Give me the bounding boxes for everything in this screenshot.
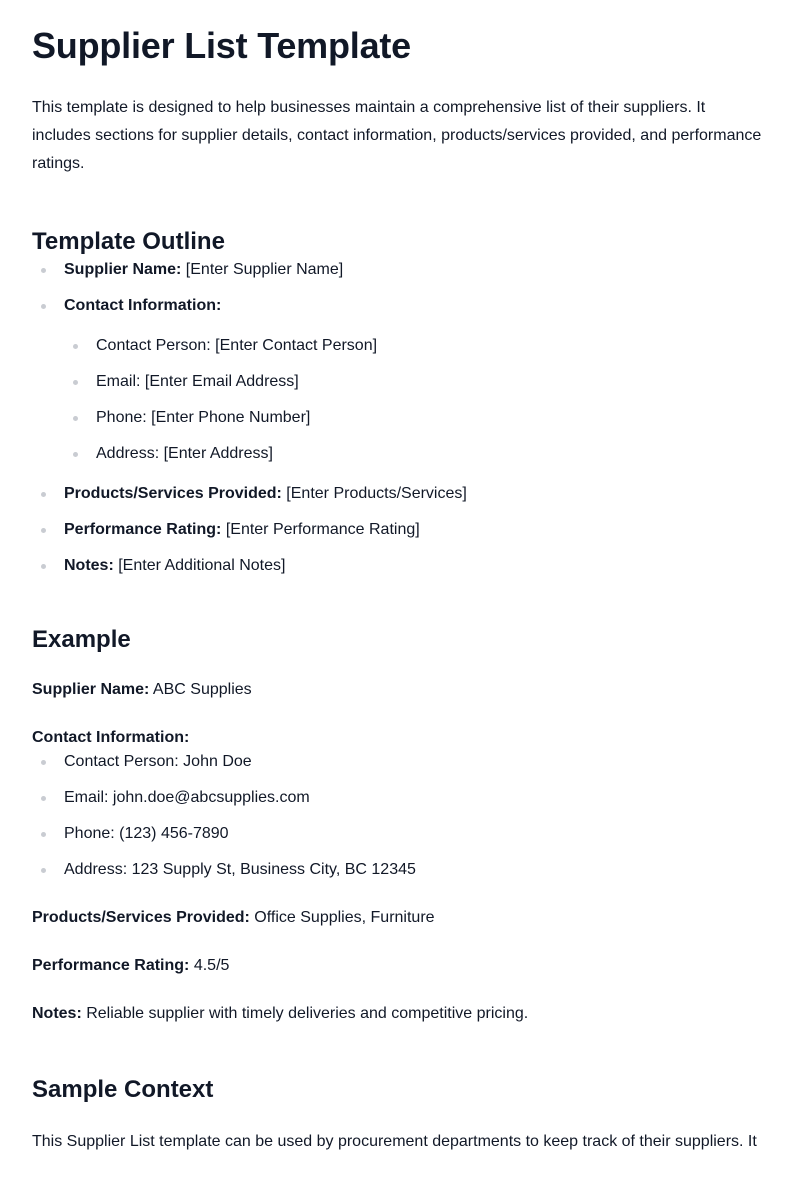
outline-contact-email: Email: [Enter Email Address] (64, 370, 768, 394)
sample-context-heading: Sample Context (32, 1076, 214, 1103)
example-contact-person: Contact Person: John Doe (32, 750, 768, 774)
outline-list (32, 258, 768, 578)
example-contact-info-label: Contact Information: (32, 729, 190, 746)
outline-item-notes (32, 554, 768, 578)
example-notes (32, 1002, 768, 1026)
sample-context-paragraph: This Supplier List template can be used by procurement departments to keep track of their suppliers. It (32, 1133, 757, 1150)
example-supplier-name-label: Supplier Name: (32, 681, 150, 698)
template-outline-heading: Template Outline (32, 228, 225, 255)
intro-paragraph: This template is designed to help businesses maintain a comprehensive list of their suppliers. It includes sections for supplier details, contact information, products/services provided, and performance ratings. (32, 99, 762, 172)
example-contact-email: Email: john.doe@abcsupplies.com (32, 786, 768, 810)
outline-rating-value: [Enter Performance Rating] (221, 521, 420, 538)
example-heading: Example (32, 626, 131, 653)
outline-notes-value: [Enter Additional Notes] (113, 557, 286, 574)
example-rating (32, 954, 768, 978)
example-supplier-name-value: ABC Supplies (149, 681, 252, 698)
outline-contact-address: Address: [Enter Address] (64, 442, 768, 466)
example-rating-label: Performance Rating: (32, 957, 190, 974)
outline-item-contact-info (32, 294, 768, 466)
outline-products-label: Products/Services Provided: (64, 485, 282, 502)
example-supplier-name (32, 678, 768, 702)
example-products (32, 906, 768, 930)
page-title: Supplier List Template (32, 25, 411, 66)
example-products-value: Office Supplies, Furniture (249, 909, 435, 926)
outline-contact-phone: Phone: [Enter Phone Number] (64, 406, 768, 430)
example-rating-value: 4.5/5 (189, 957, 230, 974)
example-contact-phone: Phone: (123) 456-7890 (32, 822, 768, 846)
outline-contact-info-label: Contact Information: (64, 297, 222, 314)
example-notes-label: Notes: (32, 1005, 82, 1022)
outline-supplier-name-label: Supplier Name: (64, 261, 182, 278)
example-notes-value: Reliable supplier with timely deliveries and competitive pricing. (81, 1005, 529, 1022)
outline-contact-sublist (64, 334, 768, 466)
outline-notes-label: Notes: (64, 557, 114, 574)
example-products-label: Products/Services Provided: (32, 909, 250, 926)
example-contact-address: Address: 123 Supply St, Business City, BC 12345 (32, 858, 768, 882)
outline-item-rating (32, 518, 768, 542)
outline-products-value: [Enter Products/Services] (281, 485, 467, 502)
outline-item-supplier-name (32, 258, 768, 282)
outline-supplier-name-value: [Enter Supplier Name] (181, 261, 344, 278)
outline-item-products (32, 482, 768, 506)
outline-contact-person: Contact Person: [Enter Contact Person] (64, 334, 768, 358)
example-contact-info (32, 726, 768, 750)
example-contact-list (32, 750, 768, 882)
outline-rating-label: Performance Rating: (64, 521, 222, 538)
